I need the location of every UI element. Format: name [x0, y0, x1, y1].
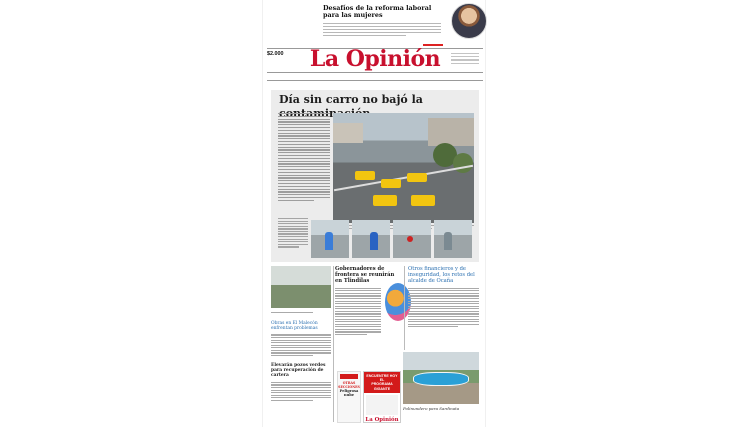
teaser-body-text [323, 23, 441, 38]
photo-thumbnail [311, 220, 349, 258]
column-divider [404, 266, 405, 350]
photo-thumbnail [352, 220, 390, 258]
photo-thumbnail [434, 220, 472, 258]
other-sections-box[interactable] [337, 371, 361, 423]
main-story-text [278, 113, 330, 203]
left-column [271, 266, 331, 402]
column-divider [333, 266, 334, 422]
main-photo-traffic [333, 113, 474, 223]
ad-line-1: ENCUENTRE HOY EL [366, 374, 398, 383]
program-advertisement[interactable] [363, 371, 401, 423]
main-headline: Día sin carro no bajó la [279, 93, 423, 106]
newspaper-logo: La Opinión [309, 46, 441, 72]
top-teaser[interactable] [273, 3, 478, 48]
masthead-bottom-rule [267, 72, 483, 73]
main-story[interactable] [271, 90, 479, 262]
teaser-headline: Desafíos de la reforma laboral para las mujeres [323, 4, 432, 20]
sardinata-photo [403, 352, 479, 404]
photo-thumbnail [393, 220, 431, 258]
malecon-photo [271, 266, 331, 308]
dateline-rule [267, 80, 483, 81]
main-story-sidebar-text [278, 218, 308, 249]
right-headline[interactable]: Otros financieros y de inseguridad, los retos del alcalde de Ocaña [408, 266, 475, 285]
left-headline[interactable]: Obras en El Malecón enfrentan problemas [271, 320, 318, 331]
left-story-text [271, 334, 331, 356]
newspaper-front-page [262, 0, 486, 427]
left-story-2-text [271, 382, 331, 401]
center-column [335, 266, 401, 423]
ad-line-2: PROGRAMA GIGANTE [371, 382, 393, 391]
other-sections-subtitle: Peligrosa nube [339, 389, 359, 398]
right-column [408, 266, 479, 329]
center-headline[interactable]: Gobernadores de frontera se reunirán en Tlindilas [335, 266, 395, 285]
center-story-text [335, 288, 381, 336]
right-story-text [408, 288, 479, 328]
left-headline-2[interactable]: Elevarán pozos verdes para recuperación de cartera [271, 362, 326, 379]
teaser-portrait-photo [451, 3, 487, 39]
ad-logo: La Opinión [365, 416, 399, 423]
price-label: $2.000 [267, 51, 284, 57]
masthead-index [451, 53, 479, 66]
sardinata-caption: Polinundero para Sardinata [403, 406, 460, 411]
photo-strip [311, 220, 472, 258]
other-sections-title: OTRAS SECCIONES [338, 381, 360, 389]
